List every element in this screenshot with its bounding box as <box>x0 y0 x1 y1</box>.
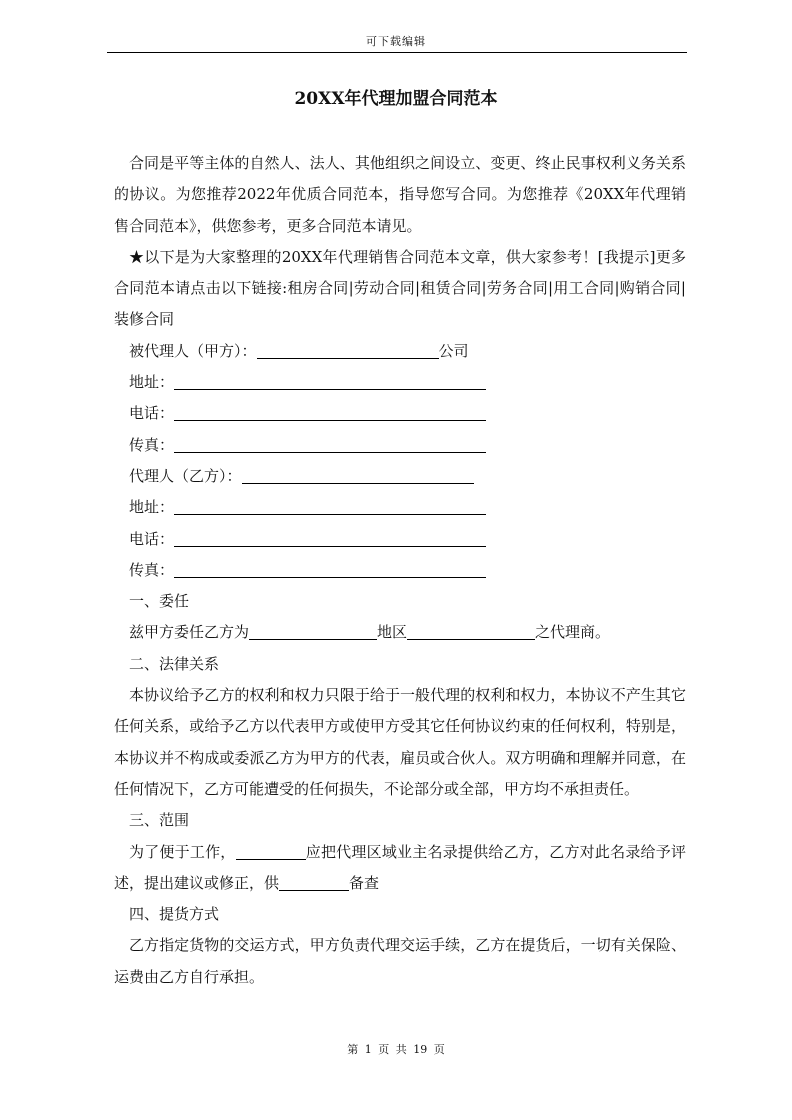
party-a-fax-blank <box>174 436 486 453</box>
page-header: 可下载编辑 <box>366 35 426 48</box>
section-1-heading: 一、委任 <box>129 592 190 611</box>
party-b-phone-line <box>114 524 686 555</box>
document-body <box>114 148 686 993</box>
party-a-suffix: 公司 <box>438 341 469 360</box>
party-b-address-line <box>114 492 686 523</box>
section-3-text-part: 为了便于工作， <box>129 842 236 861</box>
section-4-text: 乙方指定货物的交运方式，甲方负责代理交运手续，乙方在提货后，一切有关保险、运费由乙方自行承担。 <box>114 936 686 986</box>
section-2-text: 本协议给予乙方的权利和权力只限于给于一般代理的权利和权力，本协议不产生其它任何关系，或给予乙方以代表甲方或使甲方受其它任何协议约束的任何权利，特别是，本协议并不构成或委派乙方为甲方的代表，雇员或合伙人。双方明确和理解并同意，在任何情况下，乙方可能遭受的任何损失，不论部分或全部，甲方均不承担责任。 <box>114 686 686 798</box>
section-4-heading: 四、提货方式 <box>129 905 220 924</box>
section-1-text-part: 兹甲方委任乙方为 <box>129 623 250 642</box>
section-1-text <box>114 617 686 648</box>
address-label: 地址： <box>129 498 175 517</box>
party-a-line <box>114 336 686 367</box>
fax-label: 传真： <box>129 435 175 454</box>
party-b-label: 代理人（乙方）： <box>129 466 242 485</box>
party-a-phone-blank <box>174 404 486 421</box>
party-b-name-blank <box>242 467 474 484</box>
party-a-label: 被代理人（甲方）： <box>129 341 257 360</box>
intro-paragraph: 合同是平等主体的自然人、法人、其他组织之间设立、变更、终止民事权利义务关系的协议。为您推荐2022年优质合同范本，指导您写合同。为您推荐《20XX年代理销售合同范本》，供您参考，更多合同范本请见。 <box>114 154 686 235</box>
agent-name-blank <box>249 623 377 640</box>
region-blank <box>407 623 535 640</box>
notice-paragraph: ★以下是为大家整理的20XX年代理销售合同范本文章，供大家参考！[我提示]更多合同范本请点击以下链接:租房合同|劳动合同|租赁合同|劳务合同|用工合同|购销合同|装修合同 <box>114 247 686 329</box>
party-b-fax-line <box>114 555 686 586</box>
header-divider <box>107 52 687 53</box>
address-label: 地址： <box>129 373 175 392</box>
page-number: 第 1 页 共 19 页 <box>347 1043 445 1056</box>
party-a-fax-line <box>114 430 686 461</box>
party-b-address-blank <box>174 498 486 515</box>
party-a-name-blank <box>257 342 439 359</box>
section-3-heading: 三、范围 <box>129 811 190 830</box>
document-title: 20XX年代理加盟合同范本 <box>294 89 498 109</box>
fax-label: 传真： <box>129 560 175 579</box>
party-b-line <box>114 461 686 492</box>
section-2-heading: 二、法律关系 <box>129 654 220 673</box>
reference-blank <box>279 874 349 891</box>
provider-blank <box>236 843 306 860</box>
section-1-text-part: 之代理商。 <box>535 623 611 642</box>
party-a-address-line <box>114 367 686 398</box>
party-b-fax-blank <box>174 561 486 578</box>
phone-label: 电话： <box>129 404 175 423</box>
section-3-text-part: 备查 <box>349 873 380 892</box>
party-b-phone-blank <box>174 530 486 547</box>
section-3-text-part: 应把代理区域业主名录提供给乙方，乙方对此名录给予评述，提出建议或修正，供 <box>114 842 686 892</box>
phone-label: 电话： <box>129 529 175 548</box>
section-3-text <box>114 837 686 900</box>
section-1-text-part: 地区 <box>377 623 408 642</box>
party-a-address-blank <box>174 373 486 390</box>
party-a-phone-line <box>114 398 686 429</box>
